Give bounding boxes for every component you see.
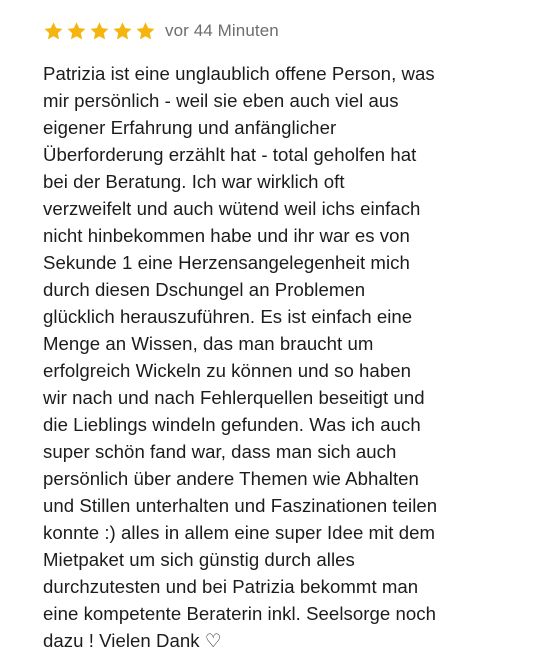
star-icon <box>66 21 87 42</box>
star-icon <box>135 21 156 42</box>
review-timestamp: vor 44 Minuten <box>165 21 279 40</box>
star-icon <box>89 21 110 42</box>
star-rating <box>43 21 156 42</box>
review-text: Patrizia ist eine unglaublich offene Person, was mir persönlich - weil sie eben auch viel aus eigener Erfahrung und anfänglicher Überforderung erzählt hat - total geholfen hat bei der Beratung. Ich war wirklich oft verzweifelt und auch wütend weil ichs einfach nicht hinbekommen habe und ihr war es von Sekunde 1 eine Herzensangelegenheit mich durch diesen Dschungel an Problemen glücklich herauszuführen. Es ist einfach eine Menge an Wissen, das man braucht um erfolgreich Wickeln zu können und so haben wir nach und nach Fehlerquellen beseitigt und die Lieblings windeln gefunden. Was ich auch super schön fand war, dass man sich auch persönlich über andere Themen wie Abhalten und Stillen unterhalten und Faszinationen teilen konnte :) alles in allem eine super Idee mit dem Mietpaket um sich günstig durch alles durchzutesten und bei Patrizia bekommt man eine kompetente Beraterin inkl. Seelsorge noch dazu ! Vielen Dank ♡ <box>43 63 438 651</box>
star-icon <box>112 21 133 42</box>
review-card <box>43 17 533 654</box>
rating-row <box>43 17 533 45</box>
star-icon <box>43 21 64 42</box>
